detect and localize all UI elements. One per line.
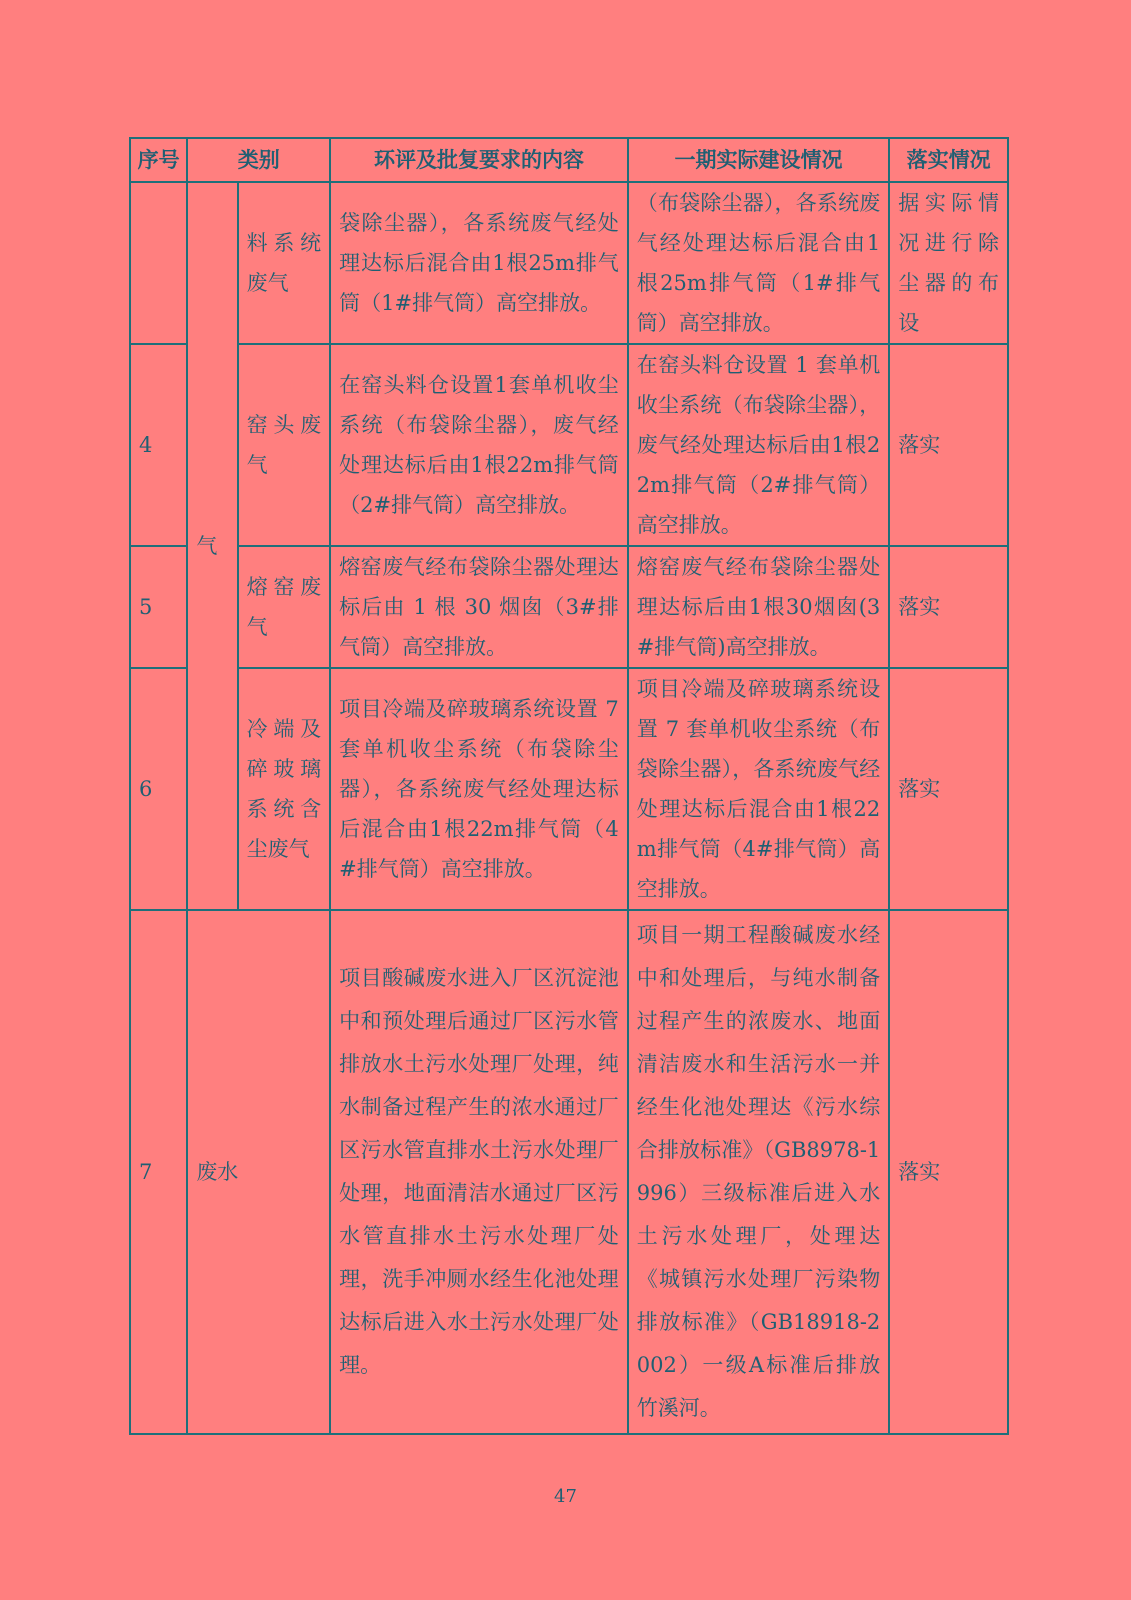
row-requirement: 在窑头料仓设置1套单机收尘系统（布袋除尘器），废气经处理达标后由1根22m排气筒（2#排气筒）高空排放。 <box>330 344 628 546</box>
header-phase1: 一期实际建设情况 <box>628 138 889 182</box>
row-status: 据实际情况进行除尘器的布设 <box>889 182 1008 344</box>
row-phase1: 熔窑废气经布袋除尘器处理达标后由1根30烟囱(3#排气筒)高空排放。 <box>628 546 889 668</box>
compliance-table <box>129 137 1009 1435</box>
page-number: 47 <box>554 1486 577 1507</box>
row-seq: 7 <box>130 910 187 1434</box>
row-requirement: 项目冷端及碎玻璃系统设置 7 套单机收尘系统（布袋除尘器），各系统废气经处理达标后混合由1根22m排气筒（4#排气筒）高空排放。 <box>330 668 628 910</box>
row-category-sub: 料系统废气 <box>238 182 331 344</box>
row-requirement: 袋除尘器），各系统废气经处理达标后混合由1根25m排气筒（1#排气筒）高空排放。 <box>330 182 628 344</box>
table-row <box>130 668 1008 910</box>
row-phase1: （布袋除尘器），各系统废气经处理达标后混合由1根25m排气筒（1#排气筒）高空排放。 <box>628 182 889 344</box>
header-requirement: 环评及批复要求的内容 <box>330 138 628 182</box>
row-category-sub: 熔窑废气 <box>238 546 331 668</box>
row-phase1: 在窑头料仓设置 1 套单机收尘系统（布袋除尘器），废气经处理达标后由1根22m排气筒（2#排气筒）高空排放。 <box>628 344 889 546</box>
header-status: 落实情况 <box>889 138 1008 182</box>
header-seq: 序号 <box>130 138 187 182</box>
row-seq: 5 <box>130 546 187 668</box>
row-requirement: 项目酸碱废水进入厂区沉淀池中和预处理后通过厂区污水管排放水土污水处理厂处理，纯水制备过程产生的浓水通过厂区污水管直排水土污水处理厂处理，地面清洁水通过厂区污水管直排水土污水处理厂处理，洗手冲厕水经生化池处理达标后进入水土污水处理厂处理。 <box>330 910 628 1434</box>
row-status: 落实 <box>889 668 1008 910</box>
table-row <box>130 910 1008 1434</box>
row-category-sub: 窑头废气 <box>238 344 331 546</box>
row-requirement: 熔窑废气经布袋除尘器处理达标后由 1 根 30 烟囱（3#排气筒）高空排放。 <box>330 546 628 668</box>
row-category-main: 气 <box>187 182 237 910</box>
table-row <box>130 182 1008 344</box>
row-seq: 4 <box>130 344 187 546</box>
row-phase1: 项目一期工程酸碱废水经中和处理后，与纯水制备过程产生的浓废水、地面清洁废水和生活污水一并经生化池处理达《污水综合排放标准》（GB8978-1996）三级标准后进入水土污水处理厂，处理达《城镇污水处理厂污染物排放标准》（GB18918-2002）一级A标准后排放竹溪河。 <box>628 910 889 1434</box>
row-status: 落实 <box>889 344 1008 546</box>
row-category: 废水 <box>187 910 330 1434</box>
row-seq: 6 <box>130 668 187 910</box>
row-status: 落实 <box>889 910 1008 1434</box>
row-phase1: 项目冷端及碎玻璃系统设置 7 套单机收尘系统（布袋除尘器），各系统废气经处理达标后混合由1根22m排气筒（4#排气筒）高空排放。 <box>628 668 889 910</box>
table-row <box>130 344 1008 546</box>
header-category: 类别 <box>187 138 330 182</box>
row-status: 落实 <box>889 546 1008 668</box>
row-category-sub: 冷端及碎玻璃系统含尘废气 <box>238 668 331 910</box>
table-header-row <box>130 138 1008 182</box>
table-row <box>130 546 1008 668</box>
row-seq <box>130 182 187 344</box>
